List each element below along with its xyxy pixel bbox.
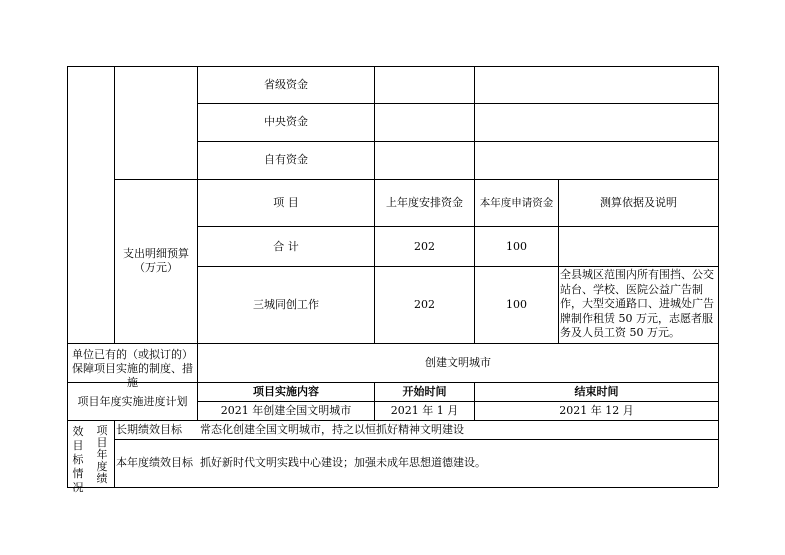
header-last-year: 上年度安排资金 bbox=[386, 196, 463, 209]
central-funds-label: 中央资金 bbox=[264, 115, 308, 128]
plan-header-start: 开始时间 bbox=[402, 385, 447, 398]
grid-line bbox=[197, 226, 718, 227]
expense-budget-label: 支出明细预算（万元） bbox=[123, 247, 189, 274]
grid-line bbox=[67, 487, 718, 488]
expense-row-basis: 全县城区范围内所有围挡、公交站台、学校、医院公益广告制作，大型交通路口、进城处广告牌制作租赁 50 万元，志愿者服务及人员工资 50 万元。 bbox=[560, 268, 714, 339]
plan-label: 项目年度实施进度计划 bbox=[77, 395, 188, 408]
grid-line bbox=[67, 66, 68, 487]
annual-goal-label: 本年度绩效目标 bbox=[116, 456, 193, 469]
plan-header-content: 项目实施内容 bbox=[253, 385, 319, 398]
performance-inner-label: 项目年度绩 bbox=[96, 424, 108, 485]
grid-line bbox=[114, 439, 718, 440]
grid-line bbox=[197, 141, 718, 142]
plan-header-end: 结束时间 bbox=[574, 385, 619, 398]
grid-line bbox=[114, 179, 718, 180]
header-item: 项 目 bbox=[273, 196, 299, 209]
expense-row-last-year: 202 bbox=[414, 298, 435, 311]
grid-line bbox=[67, 66, 718, 67]
long-term-goal-label: 长期绩效目标 bbox=[116, 423, 182, 436]
guarantee-label: 单位已有的（或拟订的）保障项目实施的制度、措施 bbox=[72, 348, 193, 389]
grid-line bbox=[114, 66, 115, 343]
grid-line bbox=[197, 401, 718, 402]
long-term-goal-value: 常态化创建全国文明城市，持之以恒抓好精神文明建设 bbox=[200, 423, 464, 436]
grid-line bbox=[197, 103, 718, 104]
plan-content: 2021 年创建全国文明城市 bbox=[220, 404, 352, 417]
header-this-year: 本年度申请资金 bbox=[479, 197, 554, 209]
expense-row-label: 三城同创工作 bbox=[253, 298, 319, 311]
total-last-year: 202 bbox=[414, 240, 435, 253]
total-label: 合 计 bbox=[273, 240, 299, 253]
plan-end: 2021 年 12 月 bbox=[559, 404, 634, 417]
grid-line bbox=[114, 420, 115, 487]
header-basis: 测算依据及说明 bbox=[600, 196, 677, 209]
grid-line bbox=[67, 343, 718, 344]
annual-goal-value: 抓好新时代文明实践中心建设；加强未成年思想道德建设。 bbox=[200, 456, 486, 469]
guarantee-value: 创建文明城市 bbox=[425, 356, 491, 369]
grid-line bbox=[197, 266, 718, 267]
provincial-funds-label: 省级资金 bbox=[264, 78, 308, 91]
grid-line bbox=[718, 66, 719, 487]
performance-outer-label: 效目标情况 bbox=[72, 425, 84, 494]
expense-row-this-year: 100 bbox=[506, 298, 527, 311]
total-this-year: 100 bbox=[506, 240, 527, 253]
self-funds-label: 自有资金 bbox=[264, 153, 308, 166]
plan-start: 2021 年 1 月 bbox=[390, 404, 459, 417]
grid-line bbox=[67, 420, 718, 421]
